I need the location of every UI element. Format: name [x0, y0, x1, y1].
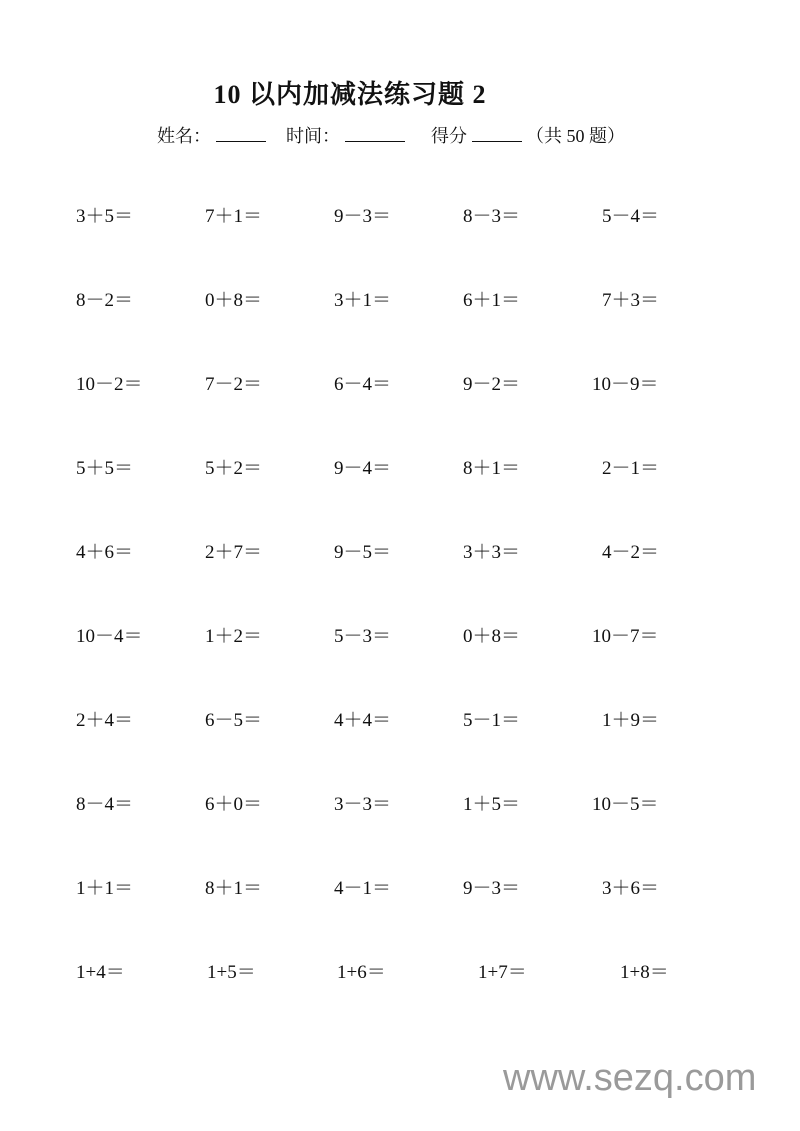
problem-item: 1＋9＝ [602, 710, 660, 731]
problem-item: 4－2＝ [602, 542, 660, 563]
problem-item: 5－4＝ [602, 206, 660, 227]
problem-item: 4＋6＝ [76, 542, 134, 563]
problem-item: 6－5＝ [205, 710, 263, 731]
problem-item: 10－7＝ [592, 626, 659, 647]
problem-item: 7＋1＝ [205, 206, 263, 227]
problem-item: 10－2＝ [76, 374, 143, 395]
name-label: 姓名： [157, 126, 211, 146]
problem-item: 3－3＝ [334, 794, 392, 815]
problem-item: 10－4＝ [76, 626, 143, 647]
problem-item: 1+4＝ [76, 962, 125, 983]
score-blank[interactable] [472, 123, 522, 142]
name-blank[interactable] [216, 123, 266, 142]
problem-item: 3＋6＝ [602, 878, 660, 899]
problem-item: 1+5＝ [207, 962, 256, 983]
problem-item: 8－4＝ [76, 794, 134, 815]
problem-item: 1＋5＝ [463, 794, 521, 815]
problem-item: 6＋0＝ [205, 794, 263, 815]
problem-item: 4＋4＝ [334, 710, 392, 731]
time-blank[interactable] [345, 123, 405, 142]
problem-item: 3＋5＝ [76, 206, 134, 227]
problem-item: 7＋3＝ [602, 290, 660, 311]
problem-item: 3＋3＝ [463, 542, 521, 563]
problem-item: 6＋1＝ [463, 290, 521, 311]
time-label: 时间： [286, 126, 340, 146]
problem-item: 1+6＝ [337, 962, 386, 983]
worksheet-title: 10 以内加减法练习题 2 [213, 80, 487, 109]
problem-item: 2＋4＝ [76, 710, 134, 731]
problem-item: 8＋1＝ [463, 458, 521, 479]
worksheet-info-line [157, 122, 625, 148]
problem-item: 8－3＝ [463, 206, 521, 227]
problem-item: 1+8＝ [620, 962, 669, 983]
problem-item: 5－3＝ [334, 626, 392, 647]
problem-item: 8－2＝ [76, 290, 134, 311]
problem-item: 9－3＝ [334, 206, 392, 227]
watermark: www.sezq.com [503, 1057, 757, 1099]
problem-item: 5＋2＝ [205, 458, 263, 479]
problem-item: 3＋1＝ [334, 290, 392, 311]
problem-item: 2－1＝ [602, 458, 660, 479]
problem-item: 5＋5＝ [76, 458, 134, 479]
problem-item: 9－5＝ [334, 542, 392, 563]
problem-item: 4－1＝ [334, 878, 392, 899]
problem-item: 1+7＝ [478, 962, 527, 983]
problem-item: 5－1＝ [463, 710, 521, 731]
problem-item: 9－2＝ [463, 374, 521, 395]
problem-item: 9－4＝ [334, 458, 392, 479]
problem-item: 1＋2＝ [205, 626, 263, 647]
problem-item: 8＋1＝ [205, 878, 263, 899]
problem-item: 9－3＝ [463, 878, 521, 899]
problem-item: 10－9＝ [592, 374, 659, 395]
problem-item: 7－2＝ [205, 374, 263, 395]
problem-item: 6－4＝ [334, 374, 392, 395]
problem-item: 2＋7＝ [205, 542, 263, 563]
problem-item: 1＋1＝ [76, 878, 134, 899]
problem-item: 10－5＝ [592, 794, 659, 815]
score-label: 得分 [431, 126, 467, 146]
total-note: （共 50 题） [526, 126, 625, 146]
problem-item: 0＋8＝ [205, 290, 263, 311]
problem-item: 0＋8＝ [463, 626, 521, 647]
